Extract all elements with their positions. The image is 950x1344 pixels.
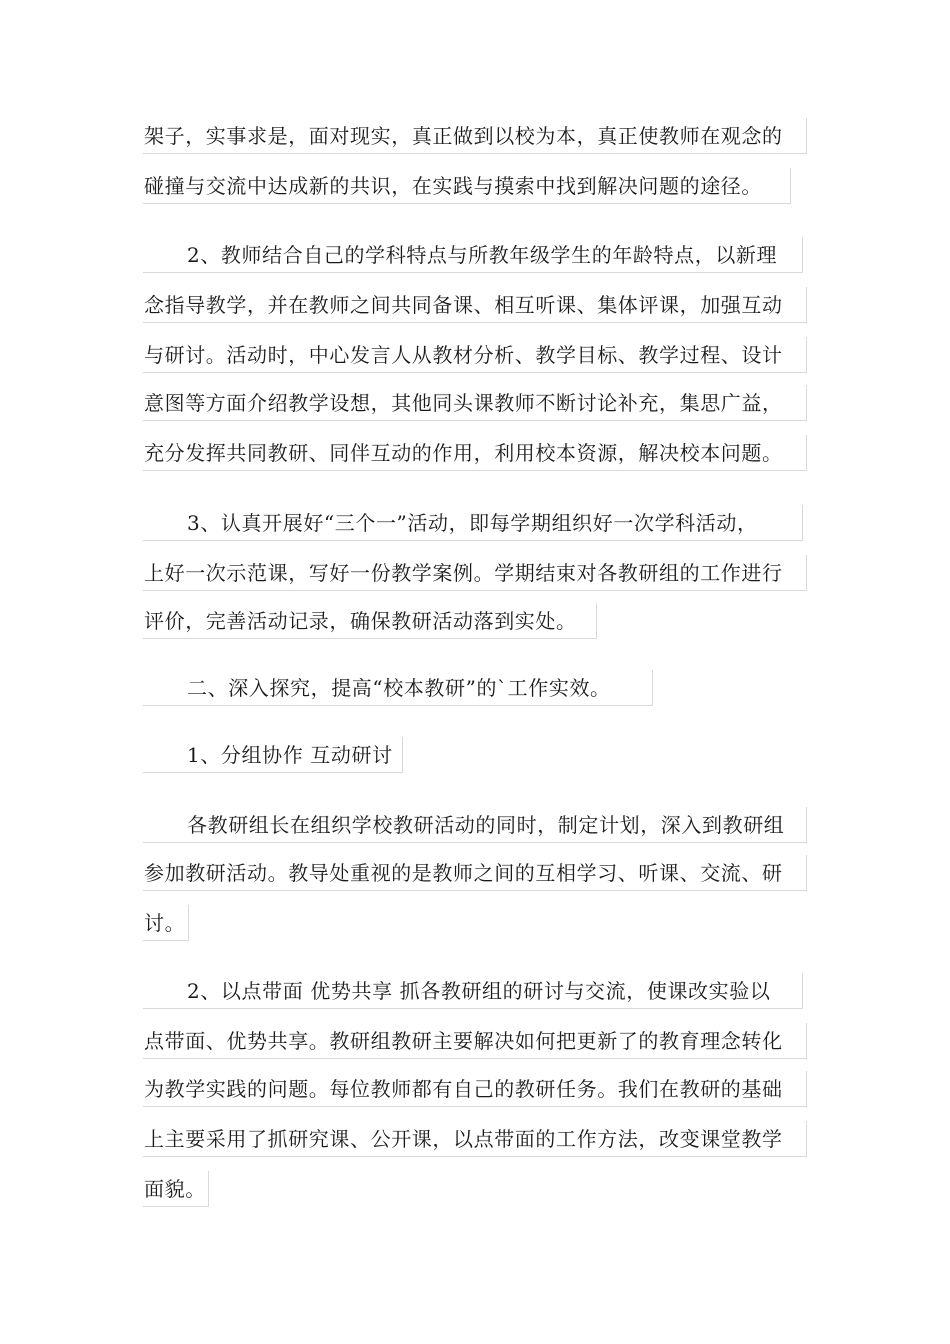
text-line-10: 评价，完善活动记录，确保教研活动落到实处。	[143, 603, 597, 639]
text-line-4: 念指导教学，并在教师之间共同备课、相互听课、集体评课，加强互动	[143, 287, 807, 323]
text-line-16: 2、以点带面 优势共享 抓各教研组的研讨与交流，使课改实验以	[143, 973, 803, 1009]
text-line-3: 2、教师结合自己的学科特点与所教年级学生的年龄特点，以新理	[143, 237, 803, 273]
text-line-9: 上好一次示范课，写好一份教学案例。学期结束对各教研组的工作进行	[143, 555, 807, 591]
text-line-14: 参加教研活动。教导处重视的是教师之间的互相学习、听课、交流、研	[143, 855, 807, 891]
text-line-7: 充分发挥共同教研、同伴互动的作用，利用校本资源，解决校本问题。	[143, 435, 807, 471]
text-line-17: 点带面、优势共享。教研组教研主要解决如何把更新了的教育理念转化	[143, 1023, 807, 1059]
text-line-13: 各教研组长在组织学校教研活动的同时，制定计划，深入到教研组	[143, 807, 807, 843]
text-line-2: 碰撞与交流中达成新的共识，在实践与摸索中找到解决问题的途径。	[143, 168, 791, 204]
text-line-1: 架子，实事求是，面对现实，真正做到以校为本，真正使教师在观念的	[143, 118, 807, 154]
subsection-heading-1: 1、分组协作 互动研讨	[143, 737, 403, 773]
text-line-20: 面貌。	[143, 1171, 209, 1207]
text-line-19: 上主要采用了抓研究课、公开课，以点带面的工作方法，改变课堂教学	[143, 1121, 807, 1157]
text-line-15: 讨。	[143, 905, 189, 941]
text-line-6: 意图等方面介绍教学设想，其他同头课教师不断讨论补充，集思广益，	[143, 385, 807, 421]
text-line-18: 为教学实践的问题。每位教师都有自己的教研任务。我们在教研的基础	[143, 1071, 807, 1107]
section-heading: 二、深入探究，提高“校本教研”的`工作实效。	[143, 670, 653, 706]
text-line-5: 与研讨。活动时，中心发言人从教材分析、教学目标、教学过程、设计	[143, 337, 807, 373]
text-line-8: 3、认真开展好“三个一”活动，即每学期组织好一次学科活动，	[143, 505, 803, 541]
